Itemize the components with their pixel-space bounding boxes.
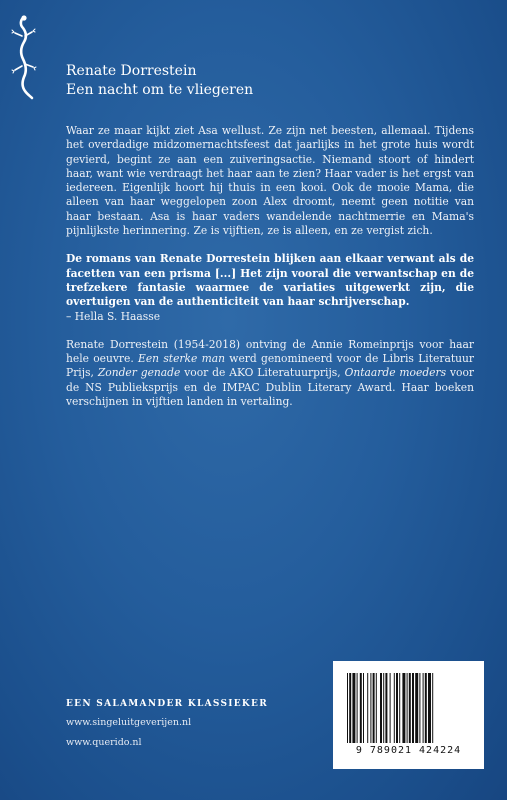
- barcode-bar: [385, 673, 387, 743]
- barcode-bar: [347, 673, 348, 743]
- barcode-bar: [376, 673, 377, 743]
- barcode: [333, 661, 484, 769]
- barcode-bar: [370, 673, 371, 743]
- bio-text: voor de NS Publieksprijs en de IMPAC Dublin Literary Award. Haar boeken verschijnen in vijftien landen in vertaling.: [66, 366, 474, 409]
- salamander-icon: [10, 14, 40, 100]
- barcode-bar: [409, 673, 411, 743]
- barcode-bar: [412, 673, 414, 743]
- barcode-bar: [415, 673, 418, 743]
- barcode-bar: [390, 673, 391, 743]
- barcode-bar: [373, 673, 375, 743]
- barcode-bar: [425, 673, 427, 743]
- book-title: Een nacht om te vliegeren: [66, 82, 254, 98]
- barcode-bars: [345, 673, 472, 743]
- quote-attribution: – Hella S. Haasse: [66, 309, 161, 323]
- barcode-bar: [394, 673, 395, 743]
- bio-text: werd genomineerd voor de Libris Literatuur Prijs,: [66, 352, 474, 380]
- barcode-bar: [423, 673, 424, 743]
- bio-book-title: Ontaarde moeders: [344, 366, 447, 380]
- barcode-bar: [428, 673, 431, 743]
- bio-text: voor de AKO Literatuurprijs,: [180, 366, 345, 380]
- publisher-url[interactable]: www.singeluitgeverijen.nl: [66, 717, 192, 728]
- publisher-url[interactable]: www.querido.nl: [66, 737, 142, 748]
- bio-book-title: Zonder genade: [97, 366, 181, 380]
- barcode-bar: [383, 673, 384, 743]
- back-cover-text: [66, 124, 474, 409]
- book-header: [66, 62, 253, 100]
- barcode-bar: [402, 673, 405, 743]
- barcode-bar: [380, 673, 382, 743]
- barcode-bar: [363, 673, 364, 743]
- barcode-bar: [396, 673, 398, 743]
- barcode-bar: [357, 673, 358, 743]
- series-label: EEN SALAMANDER KLASSIEKER: [66, 699, 268, 709]
- barcode-bar: [419, 673, 420, 743]
- author-name: Renate Dorrestein: [66, 63, 197, 79]
- barcode-bar: [367, 673, 368, 743]
- barcode-bar: [352, 673, 355, 743]
- bio-text: Renate Dorrestein (1954-2018) ontving de Annie Romeinprijs voor haar hele oeuvre.: [66, 337, 474, 366]
- barcode-bar: [360, 673, 362, 743]
- review-quote: De romans van Renate Dorrestein blijken aan elkaar verwant als de facetten van een prisma [...] Het zijn vooral die verwantschap en de trefzekere fantasie waarmee de variaties uitgewerkt zijn, die overtuigen van de authenticiteit van haar schrijverschap.: [66, 252, 474, 309]
- bio-book-title: Een sterke man: [138, 352, 226, 366]
- barcode-bar: [432, 673, 433, 743]
- barcode-bar: [407, 673, 408, 743]
- barcode-bar: [399, 673, 400, 743]
- isbn-number: 9 789021 424224: [355, 745, 462, 756]
- blurb-paragraph: Waar ze maar kijkt ziet Asa wellust. Ze zijn net beesten, allemaal. Tijdens het overdadige midzomernachtsfeest dat jaarlijks in het grote huis wordt gevierd, begint ze aan een zuiveringsactie. Niemand stoort of hindert haar, want wie verdraagt het haar aan te zien? Haar vader is het ergst van iedereen. Eigenlijk hoort hij thuis in een kooi. Ook de mooie Mama, die alleen van haar weggelopen zoon Alex droomt, neemt geen notitie van haar bestaan. Asa is haar vaders wandelende nachtmerrie en Mama's pijnlijkste herinnering. Ze is vijftien, ze is alleen, en ze vergist zich.: [66, 124, 474, 238]
- barcode-bar: [349, 673, 351, 743]
- author-bio: [66, 338, 474, 409]
